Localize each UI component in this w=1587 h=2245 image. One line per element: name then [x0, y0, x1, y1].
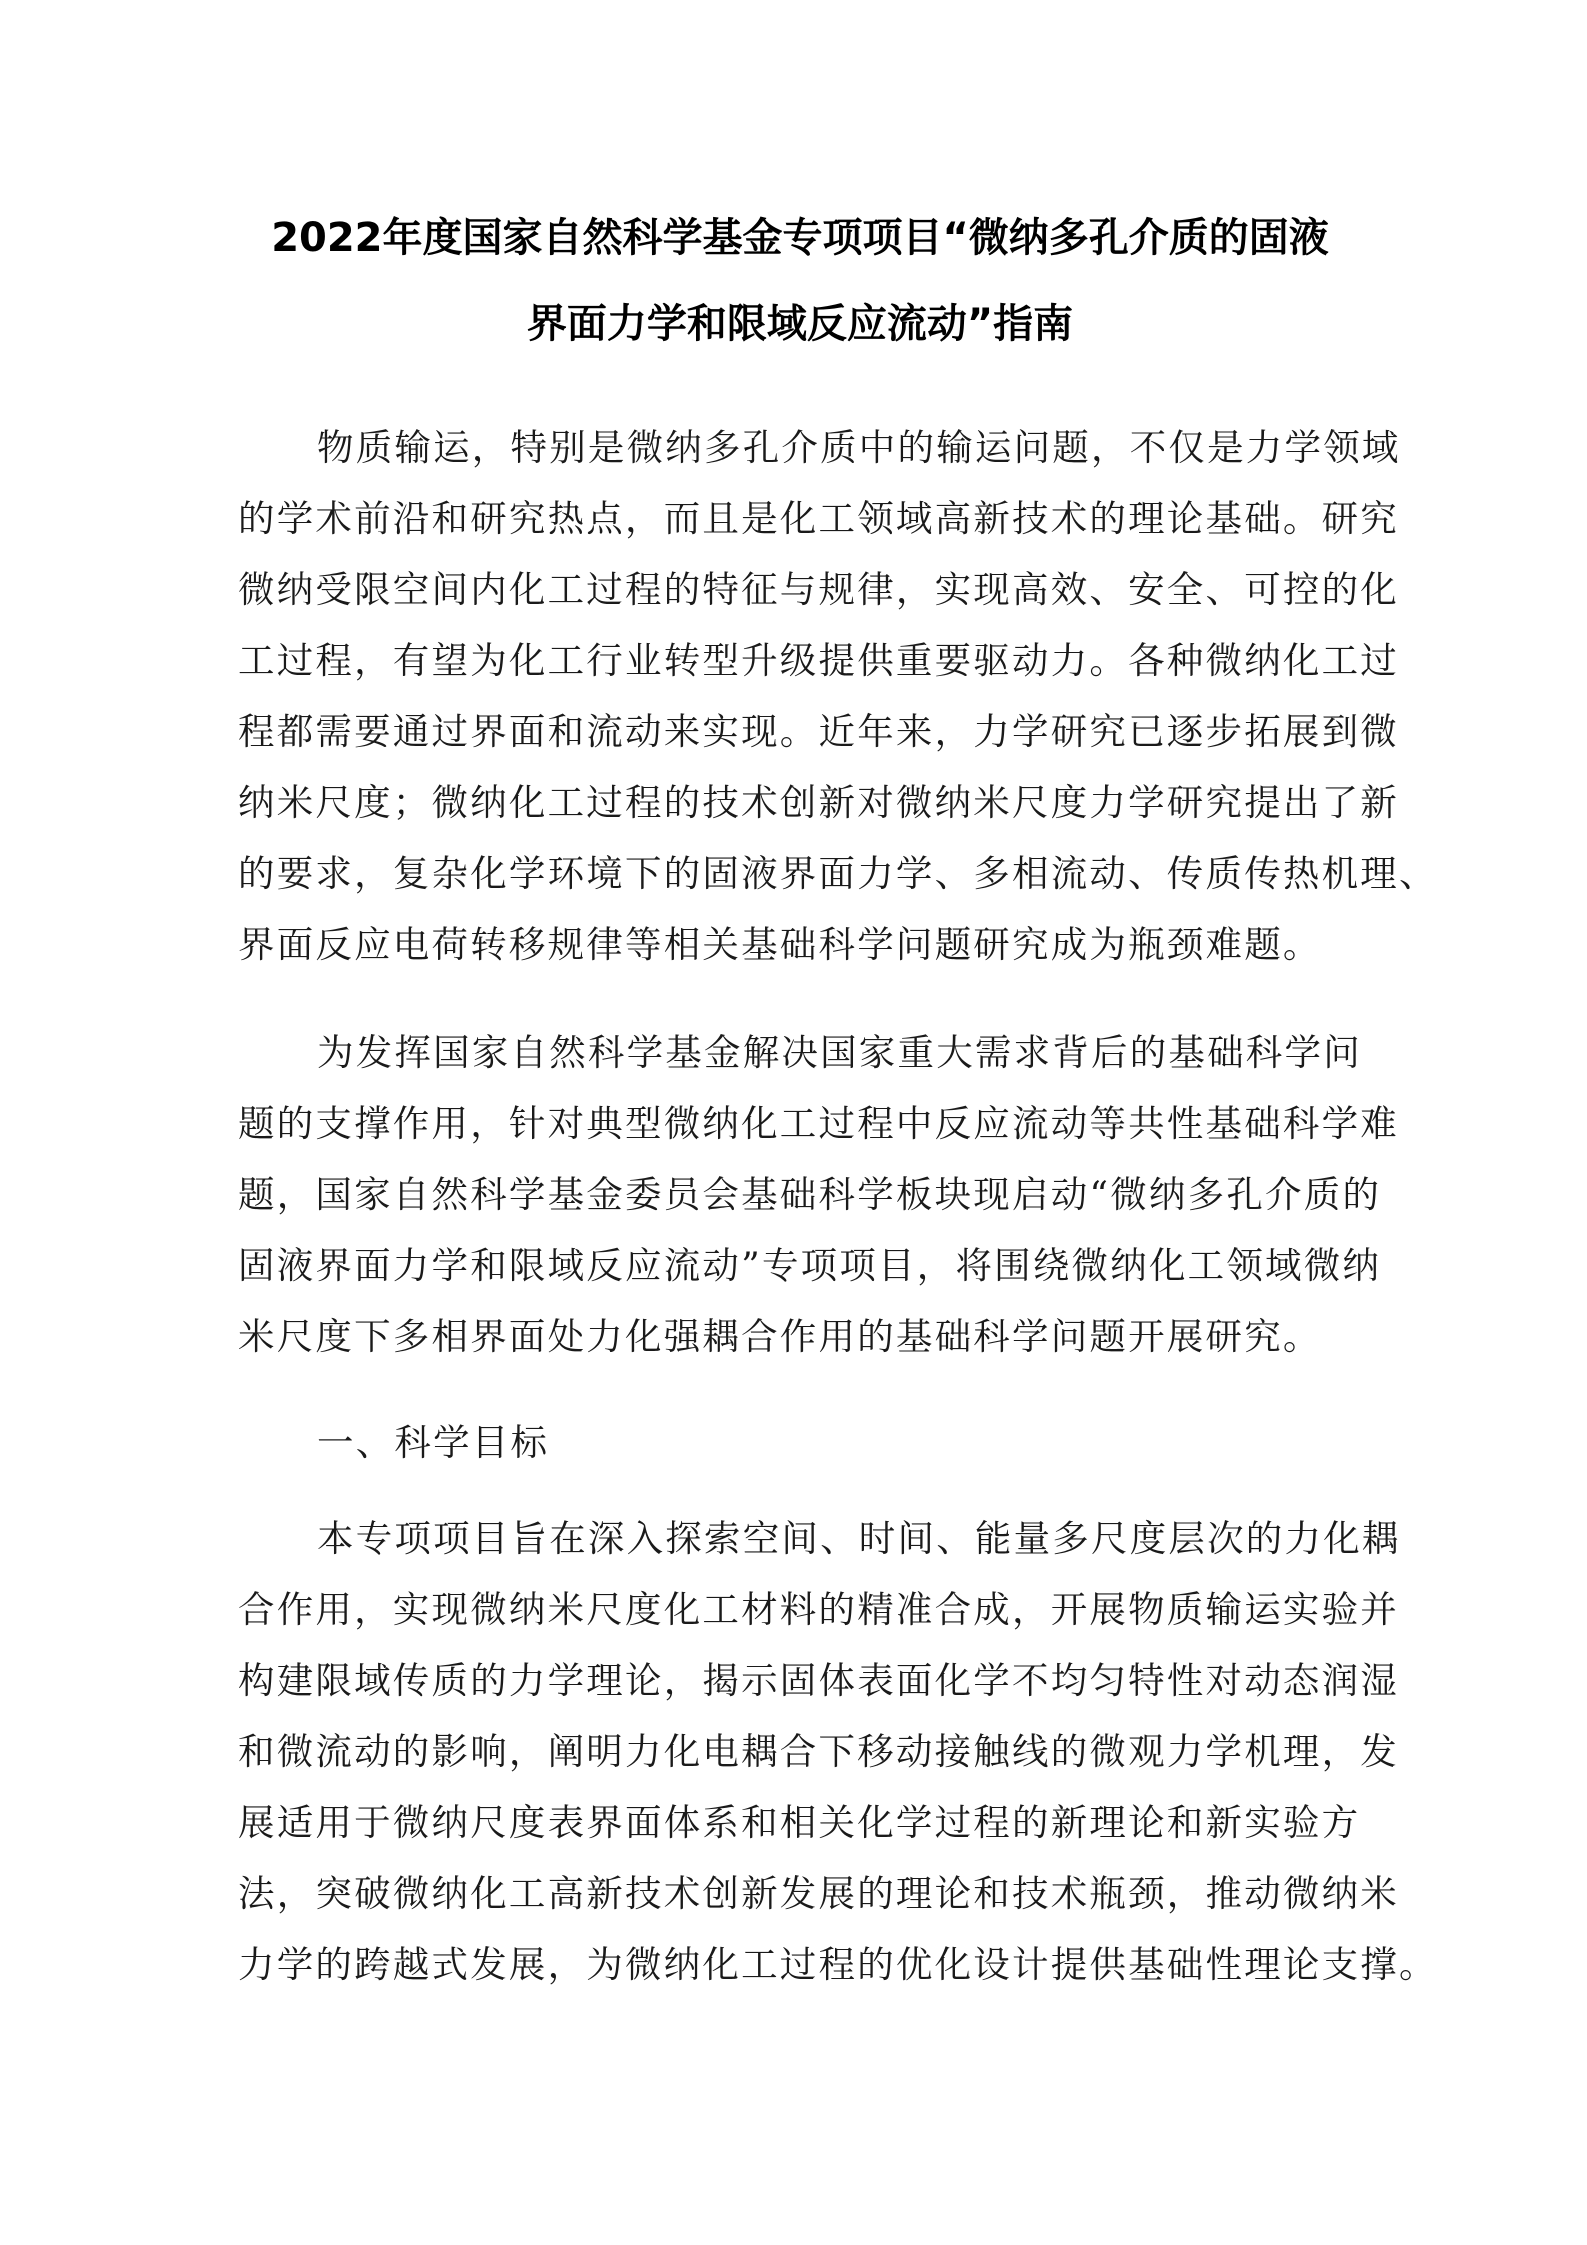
- paragraph-1-line: 微纳受限空间内化工过程的特征与规律，实现高效、安全、可控的化: [238, 568, 1399, 611]
- paragraph-3-line: 法，突破微纳化工高新技术创新发展的理论和技术瓶颈，推动微纳米: [238, 1872, 1399, 1915]
- paragraph-1-line: 工过程，有望为化工行业转型升级提供重要驱动力。各种微纳化工过: [238, 639, 1399, 682]
- paragraph-3-line: 合作用，实现微纳米尺度化工材料的精准合成，开展物质输运实验并: [238, 1588, 1399, 1631]
- paragraph-1-line: 界面反应电荷转移规律等相关基础科学问题研究成为瓶颈难题。: [238, 923, 1322, 966]
- paragraph-2-line: 题的支撑作用，针对典型微纳化工过程中反应流动等共性基础科学难: [238, 1102, 1399, 1145]
- paragraph-2-line: 米尺度下多相界面处力化强耦合作用的基础科学问题开展研究。: [238, 1315, 1322, 1358]
- paragraph-2-line: 题，国家自然科学基金委员会基础科学板块现启动“微纳多孔介质的: [238, 1173, 1382, 1216]
- paragraph-2-line: 固液界面力学和限域反应流动”专项项目，将围绕微纳化工领域微纳: [238, 1244, 1382, 1287]
- paragraph-3-line: 本专项项目旨在深入探索空间、时间、能量多尺度层次的力化耦: [317, 1517, 1401, 1560]
- paragraph-3-line: 和微流动的影响，阐明力化电耦合下移动接触线的微观力学机理，发: [238, 1730, 1399, 1773]
- paragraph-2-line: 为发挥国家自然科学基金解决国家重大需求背后的基础科学问: [317, 1031, 1362, 1074]
- paragraph-1-line: 物质输运，特别是微纳多孔介质中的输运问题，不仅是力学领域: [317, 426, 1401, 469]
- paragraph-3-line: 展适用于微纳尺度表界面体系和相关化学过程的新理论和新实验方: [238, 1801, 1361, 1844]
- paragraph-3-line: 力学的跨越式发展，为微纳化工过程的优化设计提供基础性理论支撑。: [238, 1943, 1438, 1986]
- document-title-line-1: 2022年度国家自然科学基金专项项目“微纳多孔介质的固液: [271, 215, 1329, 261]
- paragraph-3-line: 构建限域传质的力学理论，揭示固体表面化学不均匀特性对动态润湿: [238, 1659, 1399, 1702]
- section-heading: 一、科学目标: [317, 1421, 550, 1464]
- paragraph-1-line: 程都需要通过界面和流动来实现。近年来，力学研究已逐步拓展到微: [238, 710, 1399, 753]
- paragraph-1-line: 的要求，复杂化学环境下的固液界面力学、多相流动、传质传热机理、: [238, 852, 1438, 895]
- document-title-line-2: 界面力学和限域反应流动”指南: [526, 301, 1074, 347]
- paragraph-1-line: 的学术前沿和研究热点，而且是化工领域高新技术的理论基础。研究: [238, 497, 1399, 540]
- paragraph-1-line: 纳米尺度；微纳化工过程的技术创新对微纳米尺度力学研究提出了新: [238, 781, 1399, 824]
